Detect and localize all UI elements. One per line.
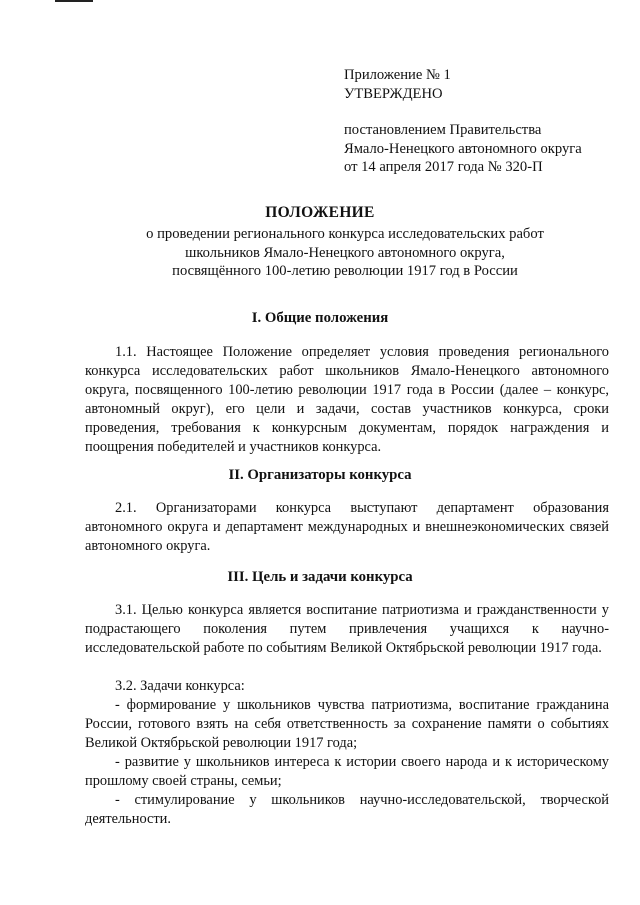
list-item-text: - формирование у школьников чувства патриотизма, воспитание гражданина России, готового взять на себя ответственность за сохранение памяти о событиях Великой Октябрьской революции 1917 года; <box>85 697 609 751</box>
section-3-heading: III. Цель и задачи конкурса <box>227 569 413 585</box>
scan-edge-mark <box>55 0 93 2</box>
paragraph-3-2 <box>85 677 609 696</box>
appendix-number: Приложение № 1 <box>344 67 451 83</box>
list-item-text: - стимулирование у школьников научно-исследовательской, творческой деятельности. <box>85 792 609 827</box>
list-item-text: - развитие у школьников интереса к истории своего народа и к историческому прошлому своей страны, семьи; <box>85 754 609 789</box>
paragraph-text: 2.1. Организаторами конкурса выступают департамент образования автономного округа и департамент международных и внешнеэкономических связей автономного округа. <box>85 500 609 554</box>
approval-date: от 14 апреля 2017 года № 320-П <box>344 159 543 175</box>
approval-region: Ямало-Ненецкого автономного округа <box>344 140 582 157</box>
section-2-heading: II. Организаторы конкурса <box>228 467 412 483</box>
subtitle-line: школьников Ямало-Ненецкого автономного округа, <box>185 244 505 261</box>
subtitle-line: посвящённого 100-летию революции 1917 год в России <box>172 263 518 279</box>
section-1-heading: I. Общие положения <box>251 310 389 326</box>
paragraph-text: 3.1. Целью конкурса является воспитание патриотизма и гражданственности у подрастающего поколения путем привлечения учащихся к научно-исследовательской работе по событиям Великой Октябрьской революции 1917 года. <box>85 602 609 656</box>
task-item-patriotism <box>85 696 609 753</box>
paragraph-3-1 <box>85 601 609 658</box>
paragraph-2-1 <box>85 499 609 556</box>
approval-authority: постановлением Правительства <box>344 122 542 138</box>
task-item-history-interest <box>85 753 609 791</box>
document-subtitle <box>100 225 590 281</box>
subtitle-line: о проведении регионального конкурса исследовательских работ <box>146 226 544 242</box>
document-title: ПОЛОЖЕНИЕ <box>265 204 375 221</box>
approval-block <box>344 66 624 177</box>
task-item-research <box>85 791 609 829</box>
paragraph-text: 1.1. Настоящее Положение определяет условия проведения регионального конкурса исследовательских работ школьников Ямало-Ненецкого автономного округа, посвященного 100-летию революции 1917 года в России (далее – конкурс, автономный округ), его цели и задачи, состав участников конкурса, сроки проведения, требования к конкурсным документам, порядок награждения и поощрения победителей и участников конкурса. <box>85 344 609 455</box>
paragraph-1-1 <box>85 343 609 457</box>
paragraph-text: 3.2. Задачи конкурса: <box>115 678 245 694</box>
approved-label: УТВЕРЖДЕНО <box>344 85 443 102</box>
